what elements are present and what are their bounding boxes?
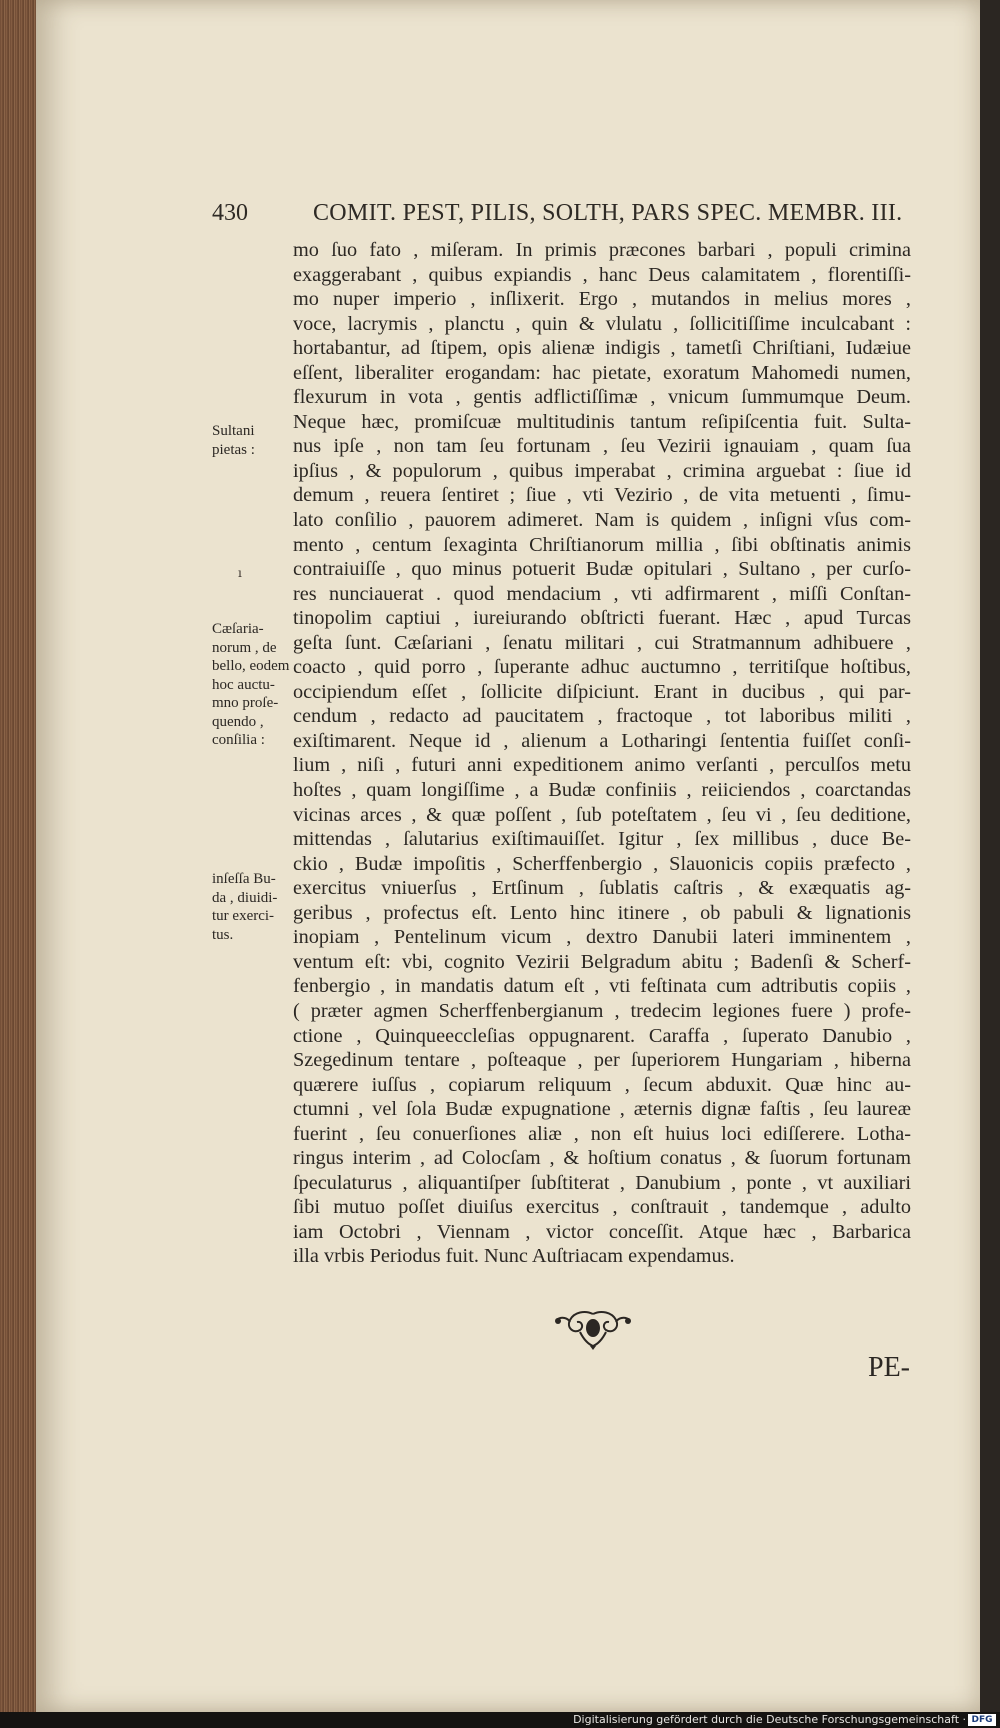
text-line: lato conſilio , pauorem adimeret. Nam is quidem , inſigni vſus com- [293,509,911,532]
text-line: flexurum in vota , gentis adflictiſſimæ , vnicum ſummumque Deum. [293,386,911,409]
book-spine-edge [0,0,36,1728]
text-line: mento , centum ſexaginta Chriſtianorum millia , ſibi obſtinatis animis [293,533,911,556]
text-line: nus ipſe , non tam ſeu fortunam , ſeu Vezirii ignauiam , quam ſua [293,435,911,458]
text-line: ctumni , vel ſola Budæ expugnatione , æternis dignæ faſtis , ſeu laureæ [293,1098,911,1121]
text-line: exiſtimarent. Neque id , alienum a Lotharingi ſententia fuiſſet conſi- [293,729,911,752]
text-line: illa vrbis Periodus fuit. Nunc Auſtriacam expendamus. [293,1245,735,1268]
page-number: 430 [212,200,248,226]
text-line: res nunciauerat . quod mendacium , vti adfirmarent , miſſi Conſtan- [293,582,911,605]
margin-note-line: Sultani [212,423,255,439]
margin-note-line: bello, eodem [212,658,290,674]
page-header [212,200,932,234]
text-line: ſpeculaturus , aliquantiſper ſubſtiterat , Danubium , ponte , vt auxiliari [293,1171,911,1194]
text-line: fenbergio , in mandatis datum eſt , vti feſtinata cum adtributis copiis , [293,975,911,998]
text-line: inopiam , Pentelinum vicum , dextro Danubii lateri imminentem , [293,926,911,949]
margin-note-line: quendo , [212,713,264,730]
margin-note-line: conſilia : [212,732,265,748]
text-line: mo nuper imperio , inſlixerit. Ergo , mutandos in melius mores , [293,288,911,311]
margin-note-line: tur exerci- [212,908,275,924]
text-line: voce, lacrymis , planctu , quin & vlulatu , ſollicitiſſime inculcabant : [293,312,911,335]
margin-note-line: pietas : [212,441,255,458]
margin-note-insessa-buda [212,870,292,944]
text-line: eſſent, liberaliter erogandam: hac pietate, exoratum Mahomedi numen, [293,361,911,384]
margin-note-line: inſeſſa Bu- [212,871,276,887]
text-line: geſta ſunt. Cæſariani , ſenatu militari , cui Stratmannum adhibuere , [293,631,911,654]
margin-note-line: tus. [212,926,234,943]
text-line: iam Octobri , Viennam , victor conceſſit. Atque hæc , Barbarica [293,1220,911,1243]
margin-note-line: da , diuidi- [212,889,278,906]
text-line: tinopolim captiui , iureiurando obſtricti fuerant. Hæc , apud Turcas [293,607,911,630]
text-line: exercitus vniuerſus , Ertſinum , ſublatis caſtris , & exæquatis ag- [293,877,911,900]
margin-note-line: Cæſaria- [212,621,264,637]
text-line: vicinas arces , & quæ poſſent , ſub poteſtatem , ſeu vi , ſeu deditione, [293,803,911,826]
text-line: Szegedinum tentare , poſteaque , per ſuperiorem Hungariam , hiberna [293,1049,911,1072]
text-line: ringus interim , ad Colocſam , & hoſtium conatus , & ſuorum fortunam [293,1147,911,1170]
text-line: ſibi mutuo poſſet diuiſus exercitus , conſtrauit , tandemque , adulto [293,1196,911,1219]
text-line: mo ſuo fato , miſeram. In primis præcones barbari , populi crimina [293,239,911,261]
ornament-icon [550,1308,636,1350]
stray-mark: ı [238,566,242,580]
margin-note-line: hoc auctu- [212,676,275,693]
footer-credit: Digitalisierung gefördert durch die Deutsche Forschungsgemeinschaft · [573,1713,966,1726]
scan-background [980,0,1000,1712]
dfg-logo: DFG [968,1714,996,1726]
text-line: quærere iuſſus , copiarum reliquum , ſecum abduxit. Quæ hinc au- [293,1073,911,1096]
text-line: contraiuiſſe , quo minus potuerit Budæ opitulari , Sultano , per curſo- [293,558,911,581]
text-line: fuerint , ſeu conuerſiones aliæ , non eſt huius loci ediſſerere. Lotha- [293,1122,911,1145]
text-line: ventum eſt: vbi, cognito Vezirii Belgradum abitu ; Badenſi & Scherf- [293,950,911,973]
text-line: hoſtes , quam longiſſime , a Budæ confiniis , reiiciendos , coarctandas [293,779,911,802]
margin-note-line: norum , de [212,639,277,656]
body-text [293,238,911,1269]
text-line: geribus , profectus eſt. Lento hinc itinere , ob pabuli & lignationis [293,901,911,924]
margin-note-caesarianorum [212,620,292,750]
text-line: cendum , redacto ad paucitatem , fractoque , tot laboribus militi , [293,705,911,728]
text-line: demum , reuera ſentiret ; ſiue , vti Vezirio , de vita metuenti , ſimu- [293,484,911,507]
text-line: lium , niſi , futuri anni expeditionem animo verſanti , perculſos metu [293,754,911,777]
text-line: Neque hæc, promiſcuæ multitudinis tantum reſipiſcentia fuit. Sulta- [293,410,911,433]
catchword: PE- [868,1352,910,1383]
text-line: coacto , quid porro , ſuperante adhuc auctumno , territiſque hoſtibus, [293,656,911,679]
margin-note-line: mno proſe- [212,695,279,711]
text-line: ckio , Budæ impoſitis , Scherffenbergio , Slauonicis copiis præfecto , [293,852,911,875]
text-line: hortabantur, ad ſtipem, opis alienæ indigis , tametſi Chriſtiani, Iudæiue [293,337,911,360]
running-head: COMIT. PEST, PILIS, SOLTH, PARS SPEC. MEMBR. III. [313,200,903,226]
margin-note-sultani-pietas [212,422,292,459]
digitization-footer [0,1712,1000,1728]
text-line: occipiendum eſſet , ſollicite diſpiciunt. Erant in ducibus , qui par- [293,680,911,703]
text-line: ipſius , & populorum , quibus imperabat , crimina arguebat : ſiue id [293,459,911,482]
text-line: exaggerabant , quibus expiandis , hanc Deus calamitatem , florentiſſi- [293,263,911,286]
text-line: mittendas , ſalutarius exiſtimauiſſet. Igitur , ſex millibus , duce Be- [293,828,911,851]
text-line: ( præter agmen Scherffenbergianum , tredecim legiones fuere ) profe- [293,999,911,1022]
text-line: ctione , Quinqueeccleſias oppugnarent. Caraffa , ſuperato Danubio , [293,1024,911,1047]
